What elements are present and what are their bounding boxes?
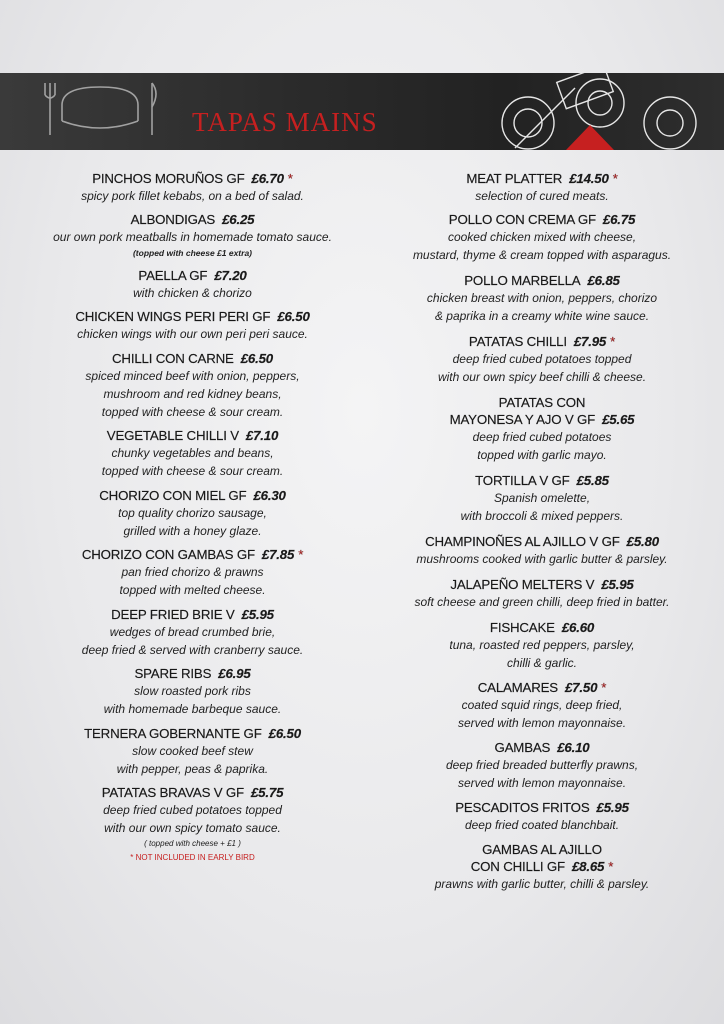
- menu-item-name: [372, 533, 712, 550]
- menu-item-price: £7.20: [214, 268, 247, 283]
- menu-item-name-text: CHORIZO CON MIEL GF: [99, 488, 247, 503]
- menu-item: [20, 211, 365, 260]
- menu-item: [20, 308, 365, 343]
- page-title: TAPAS MAINS: [192, 107, 378, 137]
- menu-item: [20, 170, 365, 205]
- menu-item: [372, 619, 712, 672]
- menu-item: [20, 725, 365, 778]
- menu-item-description: chunky vegetables and beans,: [111, 446, 274, 460]
- menu-item-name: [20, 308, 365, 325]
- menu-item-name: [372, 739, 712, 756]
- menu-item-description: soft cheese and green chilli, deep fried in batter.: [414, 595, 670, 609]
- menu-item-description: with homemade barbeque sauce.: [103, 702, 282, 716]
- menu-item-name: [372, 841, 712, 858]
- menu-item-price: £7.50: [564, 680, 598, 695]
- menu-item-star: *: [610, 334, 616, 349]
- menu-item-price: £6.25: [222, 212, 255, 227]
- menu-item-description: chicken wings with our own peri peri sauce.: [77, 327, 308, 341]
- menu-item-star: *: [608, 859, 614, 874]
- menu-item-name: [20, 267, 365, 284]
- menu-item-price: £6.30: [253, 488, 286, 503]
- menu-item-price: £6.50: [240, 351, 273, 366]
- menu-item-name-text: ALBONDIGAS: [130, 212, 216, 227]
- menu-item-price: £7.10: [245, 428, 279, 443]
- menu-item: [20, 606, 365, 659]
- menu-item-price: £5.95: [596, 800, 629, 815]
- menu-item-name: [372, 411, 712, 428]
- menu-item-name-text: PINCHOS MORUÑOS GF: [92, 171, 245, 186]
- red-triangle-decor: [566, 125, 614, 150]
- menu-item: [372, 533, 712, 568]
- menu-item-name-text: CHICKEN WINGS PERI PERI GF: [75, 309, 271, 324]
- menu-item-description: deep fried cubed potatoes topped: [452, 352, 632, 366]
- menu-item-price: £5.75: [250, 785, 284, 800]
- menu-item-star: *: [287, 171, 293, 186]
- menu-item-price: £5.80: [626, 534, 659, 549]
- menu-item-description: topped with cheese & sour cream.: [101, 464, 284, 478]
- menu-item: [20, 427, 365, 480]
- menu-item: [372, 211, 712, 264]
- menu-item-name: [372, 272, 712, 289]
- menu-item-description: with our own spicy beef chilli & cheese.: [437, 370, 647, 384]
- menu-item: [20, 350, 365, 421]
- menu-item-name: [372, 472, 712, 489]
- menu-item-description: mustard, thyme & cream topped with asparagus.: [412, 248, 672, 262]
- menu-item-description: topped with cheese & sour cream.: [101, 405, 284, 419]
- menu-item-description: topped with melted cheese.: [119, 583, 266, 597]
- menu-item-name: [20, 725, 365, 742]
- menu-item-name-text: CHILLI CON CARNE: [112, 351, 234, 366]
- menu-item-name-text: SPARE RIBS: [134, 666, 212, 681]
- menu-item-star: *: [298, 547, 304, 562]
- menu-item-price: £6.50: [277, 309, 310, 324]
- menu-item-name-text: CALAMARES: [477, 680, 558, 695]
- menu-item-name-text: GAMBAS AL AJILLO: [482, 842, 602, 857]
- menu-item-description: wedges of bread crumbed brie,: [109, 625, 276, 639]
- menu-item-price: £8.65: [571, 859, 605, 874]
- menu-item-description: our own pork meatballs in homemade tomato sauce.: [53, 230, 332, 244]
- menu-item-name: [20, 784, 365, 801]
- menu-item-description: deep fried breaded butterfly prawns,: [445, 758, 639, 772]
- menu-item-name-text: POLLO CON CREMA GF: [448, 212, 596, 227]
- menu-item-price: £5.95: [601, 577, 634, 592]
- menu-item: [372, 472, 712, 525]
- menu-item-name-text: VEGETABLE CHILLI V: [106, 428, 239, 443]
- menu-item-note: ( topped with cheese + £1 ): [144, 839, 241, 848]
- menu-item-price: £6.10: [557, 740, 590, 755]
- menu-item-description: pan fried chorizo & prawns: [121, 565, 264, 579]
- menu-item-price: £6.75: [602, 212, 636, 227]
- menu-item-name: [372, 679, 712, 696]
- early-bird-footnote: * NOT INCLUDED IN EARLY BIRD: [130, 853, 255, 862]
- menu-item-name: [20, 170, 365, 187]
- menu-item-name: [372, 211, 712, 228]
- menu-item-name: [372, 799, 712, 816]
- menu-item-description: with pepper, peas & paprika.: [116, 762, 269, 776]
- menu-item-name: [20, 211, 365, 228]
- menu-item-description: chicken breast with onion, peppers, chorizo: [426, 291, 658, 305]
- menu-item-description: served with lemon mayonnaise.: [457, 716, 627, 730]
- menu-item-description: topped with garlic mayo.: [477, 448, 607, 462]
- menu-item-description: selection of cured meats.: [475, 189, 609, 203]
- menu-item: [20, 487, 365, 540]
- menu-item: [372, 679, 712, 732]
- menu-item-price: £5.65: [602, 412, 635, 427]
- menu-item-price: £6.50: [268, 726, 301, 741]
- menu-item: [20, 546, 365, 599]
- menu-item-name-text: PATATAS BRAVAS V GF: [101, 785, 244, 800]
- left-menu-column: [20, 170, 365, 872]
- menu-item-name-text: TORTILLA V GF: [475, 473, 570, 488]
- menu-item-description: deep fried cubed potatoes: [472, 430, 612, 444]
- menu-item: [372, 841, 712, 893]
- menu-item: [20, 784, 365, 865]
- menu-item: [372, 333, 712, 386]
- menu-item-description: with our own spicy tomato sauce.: [104, 821, 281, 835]
- menu-item-name: [372, 858, 712, 875]
- menu-item-name-text: GAMBAS: [494, 740, 551, 755]
- menu-item-description: served with lemon mayonnaise.: [457, 776, 627, 790]
- menu-item-name-text: TERNERA GOBERNANTE GF: [84, 726, 262, 741]
- menu-item-name-text: CHORIZO CON GAMBAS GF: [81, 547, 255, 562]
- menu-item: [372, 394, 712, 464]
- menu-item-name: [20, 427, 365, 444]
- menu-item-description: top quality chorizo sausage,: [118, 506, 267, 520]
- menu-item: [372, 739, 712, 792]
- menu-item-star: *: [601, 680, 607, 695]
- menu-item-name-text: FISHCAKE: [489, 620, 555, 635]
- menu-item-name: [20, 487, 365, 504]
- menu-item-price: £5.85: [576, 473, 609, 488]
- header-banner: [0, 73, 724, 150]
- menu-item: [372, 272, 712, 325]
- menu-item-price: £14.50: [569, 171, 609, 186]
- menu-item-price: £6.60: [561, 620, 595, 635]
- menu-item: [372, 170, 712, 205]
- menu-item-description: chilli & garlic.: [506, 656, 578, 670]
- menu-item-price: £6.70: [251, 171, 284, 186]
- menu-item: [372, 576, 712, 611]
- menu-item-name-text: PAELLA GF: [138, 268, 208, 283]
- menu-item-name-text: DEEP FRIED BRIE V: [111, 607, 235, 622]
- right-menu-column: [372, 170, 712, 900]
- menu-item-name-text: POLLO MARBELLA: [464, 273, 581, 288]
- menu-item-description: cooked chicken mixed with cheese,: [447, 230, 637, 244]
- menu-item-price: £5.95: [241, 607, 274, 622]
- menu-item-description: deep fried & served with cranberry sauce.: [81, 643, 304, 657]
- menu-item-price: £6.85: [587, 273, 620, 288]
- menu-item-star: *: [612, 171, 618, 186]
- menu-item-name-text: MAYONESA Y AJO V GF: [449, 412, 596, 427]
- menu-item-price: £6.95: [218, 666, 251, 681]
- menu-item: [20, 665, 365, 718]
- menu-item-description: mushrooms cooked with garlic butter & parsley.: [416, 552, 668, 566]
- menu-item-description: spiced minced beef with onion, peppers,: [85, 369, 300, 383]
- menu-item-description: mushroom and red kidney beans,: [103, 387, 282, 401]
- menu-item-name-text: PATATAS CHILLI: [468, 334, 567, 349]
- menu-item-price: £7.95: [573, 334, 607, 349]
- menu-item-description: tuna, roasted red peppers, parsley,: [449, 638, 635, 652]
- menu-item: [20, 267, 365, 302]
- menu-item-description: deep fried cubed potatoes topped: [103, 803, 282, 817]
- menu-item-name-text: JALAPEÑO MELTERS V: [450, 577, 595, 592]
- menu-item-name: [20, 350, 365, 367]
- menu-item-name: [372, 394, 712, 411]
- menu-item-description: Spanish omelette,: [493, 491, 591, 505]
- menu-item-name-text: PESCADITOS FRITOS: [455, 800, 590, 815]
- menu-item-name-text: CHAMPINOÑES AL AJILLO V GF: [425, 534, 620, 549]
- menu-item-name: [20, 606, 365, 623]
- menu-item-name: [372, 333, 712, 350]
- menu-item-description: deep fried coated blanchbait.: [464, 818, 620, 832]
- menu-item-name: [372, 170, 712, 187]
- menu-item-description: prawns with garlic butter, chilli & parsley.: [434, 877, 650, 891]
- menu-item-price: £7.85: [261, 547, 295, 562]
- menu-item-name-text: CON CHILLI GF: [470, 859, 565, 874]
- menu-item-description: & paprika in a creamy white wine sauce.: [434, 309, 650, 323]
- cutlery-icon: [45, 83, 156, 135]
- menu-item-description: spicy pork fillet kebabs, on a bed of salad.: [81, 189, 304, 203]
- menu-item-note: (topped with cheese £1 extra): [132, 248, 253, 258]
- menu-item-name: [20, 546, 365, 563]
- menu-item-description: with broccoli & mixed peppers.: [460, 509, 624, 523]
- menu-item-description: with chicken & chorizo: [133, 286, 252, 300]
- menu-item: [372, 799, 712, 834]
- menu-item-description: slow cooked beef stew: [132, 744, 253, 758]
- menu-item-description: grilled with a honey glaze.: [123, 524, 262, 538]
- menu-item-description: slow roasted pork ribs: [134, 684, 251, 698]
- menu-item-name: [372, 619, 712, 636]
- menu-item-description: coated squid rings, deep fried,: [461, 698, 623, 712]
- menu-item-name-text: MEAT PLATTER: [466, 171, 563, 186]
- menu-item-name: [372, 576, 712, 593]
- menu-item-name-text: PATATAS CON: [498, 395, 586, 410]
- menu-item-name: [20, 665, 365, 682]
